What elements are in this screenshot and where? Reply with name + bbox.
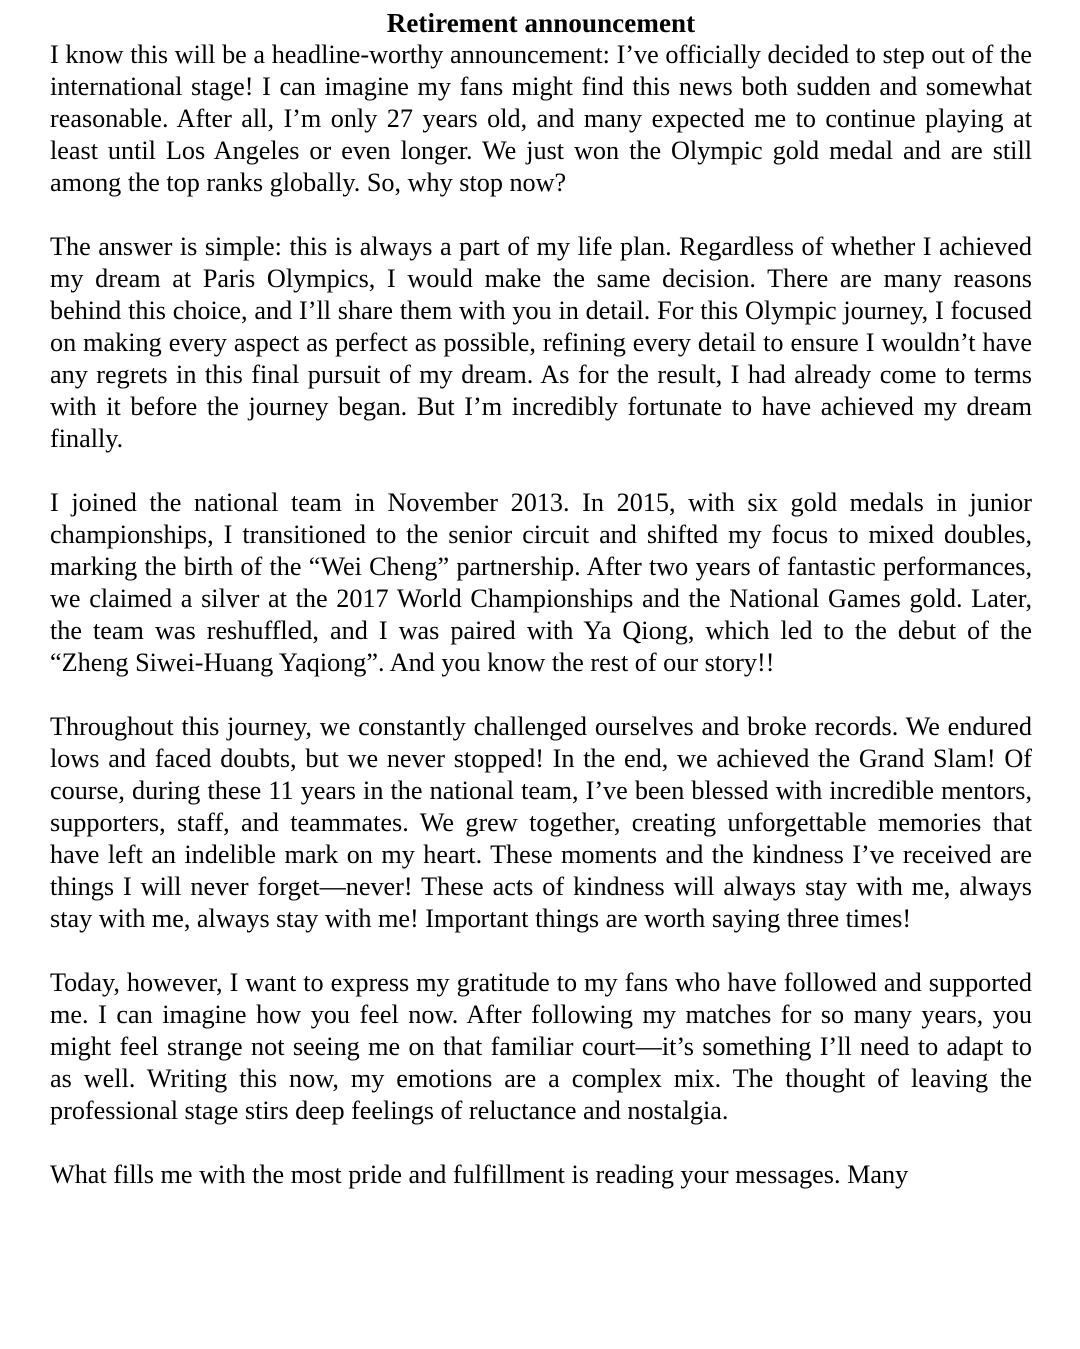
paragraph-2: The answer is simple: this is always a part of my life plan. Regardless of whether I achieved my dream at Paris Olympics, I would make the same decision. There are many reasons behind this choice, and I’ll share them with you in detail. For this Olympic journey, I focused on making every aspect as perfect as possible, refining every detail to ensure I wouldn’t have any regrets in this final pursuit of my dream. As for the result, I had already come to terms with it before the journey began. But I’m incredibly fortunate to have achieved my dream finally.: [50, 232, 1032, 453]
page-title: Retirement announcement: [386, 8, 696, 38]
document-body: [50, 39, 1032, 1191]
paragraph-5: Today, however, I want to express my gratitude to my fans who have followed and supported me. I can imagine how you feel now. After following my matches for so many years, you might feel strange not seeing me on that familiar court—it’s something I’ll need to adapt to as well. Writing this now, my emotions are a complex mix. The thought of leaving the professional stage stirs deep feelings of reluctance and nostalgia.: [50, 968, 1032, 1125]
paragraph-6: What fills me with the most pride and fulfillment is reading your messages. Many: [50, 1160, 909, 1189]
paragraph-4: Throughout this journey, we constantly challenged ourselves and broke records. We endured lows and faced doubts, but we never stopped! In the end, we achieved the Grand Slam! Of course, during these 11 years in the national team, I’ve been blessed with incredible mentors, supporters, staff, and teammates. We grew together, creating unforgettable memories that have left an indelible mark on my heart. These moments and the kindness I’ve received are things I will never forget—never! These acts of kindness will always stay with me, always stay with me, always stay with me! Important things are worth saying three times!: [50, 712, 1032, 933]
paragraph-3: I joined the national team in November 2013. In 2015, with six gold medals in junior championships, I transitioned to the senior circuit and shifted my focus to mixed doubles, marking the birth of the “Wei Cheng” partnership. After two years of fantastic performances, we claimed a silver at the 2017 World Championships and the National Games gold. Later, the team was reshuffled, and I was paired with Ya Qiong, which led to the debut of the “Zheng Siwei-Huang Yaqiong”. And you know the rest of our story!!: [50, 488, 1032, 677]
paragraph-1: I know this will be a headline-worthy announcement: I’ve officially decided to step out of the international stage! I can imagine my fans might find this news both sudden and somewhat reasonable. After all, I’m only 27 years old, and many expected me to continue playing at least until Los Angeles or even longer. We just won the Olympic gold medal and are still among the top ranks globally. So, why stop now?: [50, 40, 1032, 197]
